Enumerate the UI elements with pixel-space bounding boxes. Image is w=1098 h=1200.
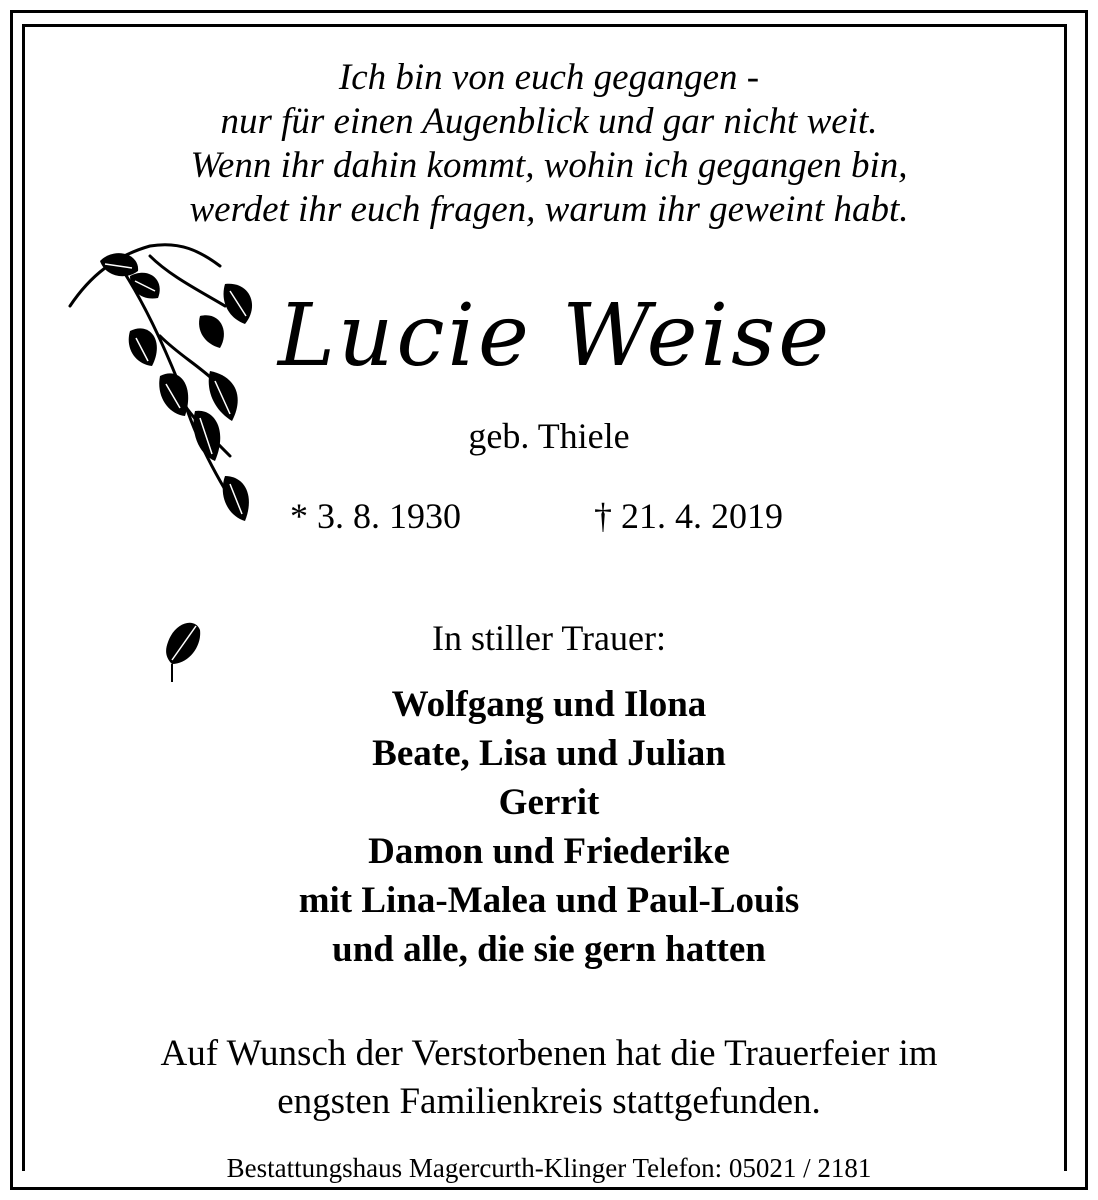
mourner-line: und alle, die sie gern hatten [332,929,766,970]
footer [150,1152,948,1184]
mourner-line: Gerrit [498,782,600,823]
birth-date: * 3. 8. 1930 [290,496,461,536]
poem-line: nur für einen Augenblick und gar nicht weit. [220,101,878,142]
death-date: † 21. 4. 2019 [594,496,783,536]
mourner-names [0,680,1098,974]
note-line: engsten Familienkreis stattgefunden. [277,1081,821,1122]
born-name: geb. Thiele [468,416,630,456]
mourner-line: Beate, Lisa und Julian [372,733,726,774]
poem-line: Ich bin von euch gegangen - [338,57,760,98]
poem-line: Wenn ihr dahin kommt, wohin ich gegangen bin, [190,145,908,186]
poem-line: werdet ihr euch fragen, warum ihr geweint habt. [189,189,909,230]
mourner-line: mit Lina-Malea und Paul-Louis [298,880,800,921]
funeral-note [0,1030,1098,1126]
note-line: Auf Wunsch der Verstorbenen hat die Trauerfeier im [160,1033,938,1074]
birch-branch-icon [60,236,270,536]
mourner-line: Wolfgang und Ilona [391,684,707,725]
mourning-heading: In stiller Trauer: [432,618,666,658]
funeral-home-info: Bestattungshaus Magercurth-Klinger Telefon: 05021 / 2181 [217,1152,882,1184]
mourner-line: Damon und Friederike [368,831,730,872]
life-dates [0,494,1098,538]
poem [0,56,1098,232]
deceased-name: Lucie Weise [277,286,833,386]
